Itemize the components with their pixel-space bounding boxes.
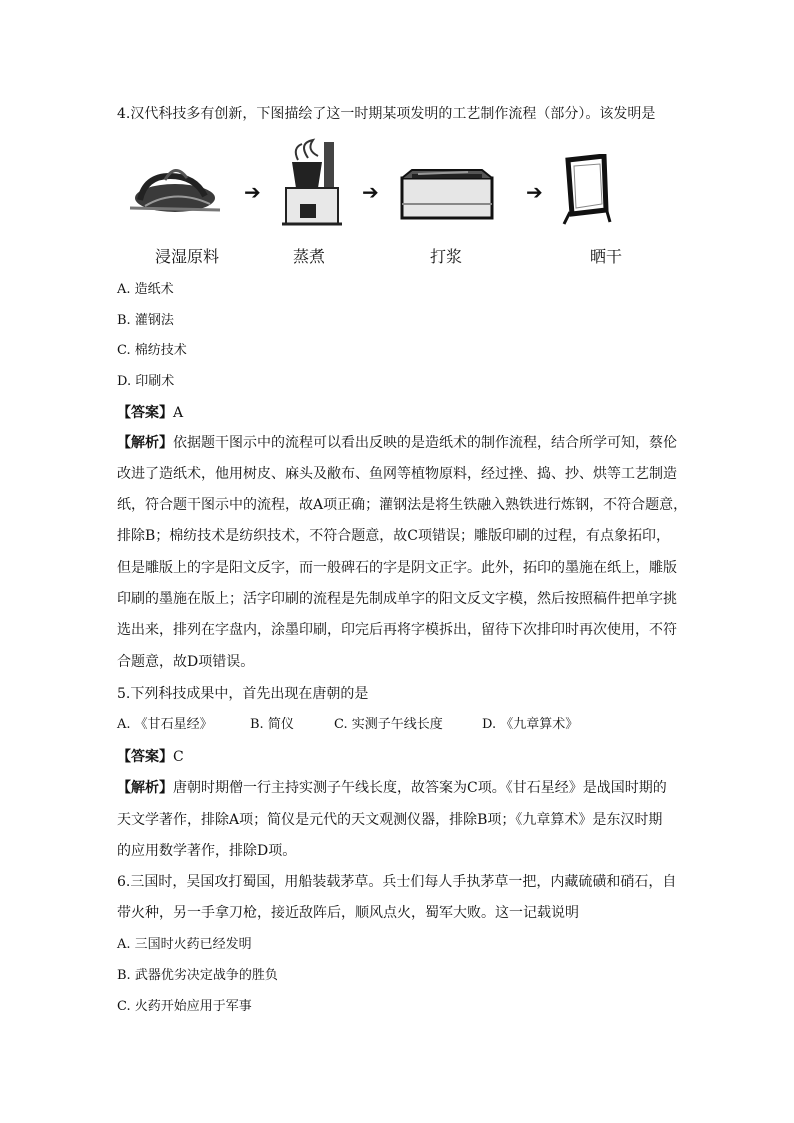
step-label-pulp: 打浆: [430, 247, 463, 266]
steaming-stove-image: [278, 138, 348, 230]
drying-frame-image: [560, 154, 612, 226]
q6-option-a: A. 三国时火药已经发明: [117, 937, 252, 952]
q4-option-a: A. 造纸术: [117, 282, 174, 297]
q4-analysis-line: 排除B；棉纺技术是纺织技术，不符合题意，故C项错误；雕版印刷的过程，有点象拓印，: [117, 528, 670, 544]
analysis-text: 依据题干图示中的流程可以看出反映的是造纸术的制作流程，结合所学可知，蔡伦: [173, 435, 677, 451]
q5-options-row: [117, 715, 578, 735]
step-label-soak: 浸湿原料: [155, 247, 220, 266]
q5-option-c: C. 实测子午线长度: [334, 717, 443, 732]
q4-analysis-line: 选出来，排列在字盘内，涂墨印刷，印完后再将字模拆出，留待下次排印时再次使用，不符: [117, 622, 677, 638]
q5-option-a: A. 《甘石星经》: [117, 717, 213, 732]
analysis-text: 唐朝时期僧一行主持实测子午线长度，故答案为C项。《甘石星经》是战国时期的: [173, 780, 667, 796]
answer-value: C: [173, 749, 184, 765]
q5-answer: [117, 747, 184, 767]
q4-analysis-line: 合题意，故D项错误。: [117, 654, 255, 670]
q4-analysis-line: 纸，符合题干图示中的流程，故A项正确；灌钢法是将生铁融入熟铁进行炼钢，不符合题意，: [117, 497, 688, 513]
step-label-steam: 蒸煮: [293, 247, 326, 266]
q5-option-b: B. 简仪: [250, 717, 294, 732]
analysis-tag: 【解析】: [117, 780, 173, 796]
q5-analysis-line: 天文学著作，排除A项；简仪是元代的天文观测仪器，排除B项；《九章算术》是东汉时期: [117, 812, 663, 828]
q4-option-c: C. 棉纺技术: [117, 343, 187, 358]
question-5-stem: 5.下列科技成果中，首先出现在唐朝的是: [117, 686, 369, 702]
step-label-dry: 晒干: [590, 247, 623, 266]
flow-arrow-3: ➔: [526, 180, 543, 204]
answer-value: A: [173, 405, 184, 421]
q4-analysis-line: 但是雕版上的字是阳文反字，而一般碑石的字是阴文正字。此外，拓印的墨施在纸上，雕版: [117, 560, 677, 576]
q5-analysis-line: [117, 778, 667, 798]
q4-analysis-line: [117, 433, 677, 453]
question-4-stem: 4.汉代科技多有创新，下图描绘了这一时期某项发明的工艺制作流程（部分）。该发明是: [117, 106, 656, 122]
flow-arrow-1: ➔: [244, 180, 261, 204]
q4-option-b: B. 灌钢法: [117, 313, 174, 328]
question-6-stem-line: 6.三国时，吴国攻打蜀国，用船装载茅草。兵士们每人手执茅草一把，内藏硫磺和硝石，自: [117, 874, 677, 890]
q4-analysis-line: 印刷的墨施在版上；活字印刷的流程是先制成单字的阳文反文字模，然后按照稿件把单字挑: [117, 591, 677, 607]
q4-analysis-line: 改进了造纸术，他用树皮、麻头及敝布、鱼网等植物原料，经过挫、捣、抄、烘等工艺制造: [117, 466, 677, 482]
question-6-stem-line: 带火种，另一手拿刀枪，接近敌阵后，顺风点火，蜀军大败。这一记载说明: [117, 905, 579, 921]
answer-tag: 【答案】: [117, 405, 173, 421]
q4-option-d: D. 印刷术: [117, 374, 175, 389]
q5-analysis-line: 的应用数学著作，排除D项。: [117, 843, 297, 859]
q5-option-d: D. 《九章算术》: [482, 717, 579, 732]
answer-tag: 【答案】: [117, 749, 173, 765]
analysis-tag: 【解析】: [117, 435, 173, 451]
q4-answer: [117, 403, 183, 423]
pulping-vat-image: [398, 168, 496, 222]
q6-option-c: C. 火药开始应用于军事: [117, 999, 252, 1014]
flow-arrow-2: ➔: [362, 180, 379, 204]
soaking-materials-image: [125, 158, 225, 218]
q6-option-b: B. 武器优劣决定战争的胜负: [117, 968, 278, 983]
